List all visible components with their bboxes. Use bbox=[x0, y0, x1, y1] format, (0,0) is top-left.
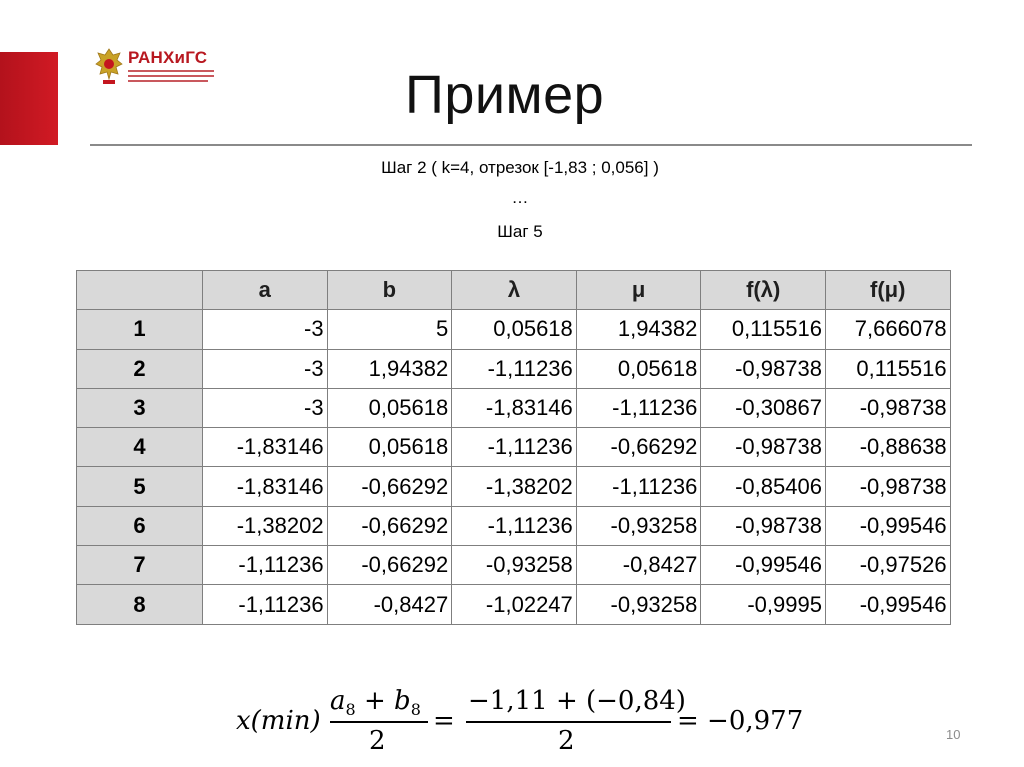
table-cell: -0,98738 bbox=[825, 467, 950, 506]
table-cell: -0,88638 bbox=[825, 428, 950, 467]
table-cell: -1,11236 bbox=[576, 388, 701, 427]
formula-plus: + bbox=[363, 686, 386, 716]
table-cell: -1,11236 bbox=[203, 546, 328, 585]
row-index-cell: 2 bbox=[77, 349, 203, 388]
step-5-caption: Шаг 5 bbox=[497, 222, 543, 241]
column-header: λ bbox=[452, 271, 577, 310]
table-row bbox=[77, 428, 951, 467]
table-cell: -0,93258 bbox=[576, 506, 701, 545]
row-index-cell: 1 bbox=[77, 310, 203, 349]
table-cell: -0,85406 bbox=[701, 467, 826, 506]
table-row bbox=[77, 467, 951, 506]
table-cell: 0,05618 bbox=[327, 388, 452, 427]
table-cell: -0,99546 bbox=[825, 506, 950, 545]
formula-denominator-1: 2 bbox=[369, 726, 386, 756]
logo-wordmark: РАНХиГС bbox=[128, 48, 208, 67]
step-2-caption: Шаг 2 ( k=4, отрезок [-1,83 ; 0,056] ) bbox=[381, 158, 659, 177]
formula-b-subscript: 8 bbox=[410, 700, 421, 719]
table-cell: -0,97526 bbox=[825, 546, 950, 585]
accent-bar bbox=[0, 52, 58, 145]
table-cell: 0,115516 bbox=[701, 310, 826, 349]
table-row bbox=[77, 506, 951, 545]
table-cell: -0,98738 bbox=[701, 506, 826, 545]
table-cell: -0,99546 bbox=[825, 585, 950, 624]
page-number: 10 bbox=[946, 727, 961, 742]
table-cell: -0,93258 bbox=[576, 585, 701, 624]
formula-a: a bbox=[330, 686, 346, 716]
table-cell: -0,66292 bbox=[327, 506, 452, 545]
table-cell: 1,94382 bbox=[576, 310, 701, 349]
column-header: μ bbox=[576, 271, 701, 310]
table-cell: 0,05618 bbox=[327, 428, 452, 467]
table-cell: -0,98738 bbox=[701, 428, 826, 467]
title-divider bbox=[90, 144, 972, 146]
formula-equals-1: = bbox=[433, 706, 455, 736]
table-cell: -1,11236 bbox=[452, 428, 577, 467]
table-cell: -1,83146 bbox=[203, 467, 328, 506]
formula-numerator-1 bbox=[330, 686, 421, 719]
row-index-cell: 4 bbox=[77, 428, 203, 467]
table-cell: 1,94382 bbox=[327, 349, 452, 388]
table-cell: 5 bbox=[327, 310, 452, 349]
table-cell: -1,11236 bbox=[203, 585, 328, 624]
iteration-table bbox=[76, 270, 950, 624]
row-index-cell: 3 bbox=[77, 388, 203, 427]
table-corner-cell bbox=[77, 271, 203, 310]
table-cell: -1,38202 bbox=[452, 467, 577, 506]
table-cell: 0,05618 bbox=[452, 310, 577, 349]
table-cell: -1,83146 bbox=[452, 388, 577, 427]
table-cell: -3 bbox=[203, 310, 328, 349]
table-row bbox=[77, 546, 951, 585]
table-cell: -3 bbox=[203, 349, 328, 388]
table-cell: 0,115516 bbox=[825, 349, 950, 388]
table-row bbox=[77, 310, 951, 349]
row-index-cell: 6 bbox=[77, 506, 203, 545]
formula-numerator-2: −1,11 + (−0,84) bbox=[468, 686, 686, 716]
logo-tagline-line bbox=[128, 75, 214, 77]
table-cell: -0,66292 bbox=[327, 546, 452, 585]
result-formula bbox=[236, 680, 816, 760]
slide-title: Пример bbox=[405, 65, 605, 125]
formula-result: = −0,977 bbox=[677, 706, 804, 736]
formula-denominator-2: 2 bbox=[558, 726, 575, 756]
table-cell: -0,8427 bbox=[576, 546, 701, 585]
column-header: f(μ) bbox=[825, 271, 950, 310]
table-cell: -0,30867 bbox=[701, 388, 826, 427]
table-header-row bbox=[77, 271, 951, 310]
logo-tagline-line bbox=[128, 80, 208, 82]
ranepa-logo bbox=[94, 44, 224, 88]
row-index-cell: 5 bbox=[77, 467, 203, 506]
table-cell: -1,38202 bbox=[203, 506, 328, 545]
row-index-cell: 7 bbox=[77, 546, 203, 585]
table-cell: -0,66292 bbox=[327, 467, 452, 506]
column-header: b bbox=[327, 271, 452, 310]
table-cell: -0,8427 bbox=[327, 585, 452, 624]
table-cell: -0,99546 bbox=[701, 546, 826, 585]
table-cell: -1,11236 bbox=[452, 349, 577, 388]
table-cell: -1,11236 bbox=[576, 467, 701, 506]
table-cell: -1,02247 bbox=[452, 585, 577, 624]
column-header: f(λ) bbox=[701, 271, 826, 310]
table-cell: -0,9995 bbox=[701, 585, 826, 624]
table-cell: -1,11236 bbox=[452, 506, 577, 545]
eagle-emblem-icon bbox=[94, 46, 124, 86]
table-cell: 7,666078 bbox=[825, 310, 950, 349]
table-cell: -1,83146 bbox=[203, 428, 328, 467]
table-cell: -0,66292 bbox=[576, 428, 701, 467]
table-cell: -0,93258 bbox=[452, 546, 577, 585]
formula-a-subscript: 8 bbox=[345, 700, 356, 719]
formula-b: b bbox=[394, 686, 411, 716]
fraction-bar-1 bbox=[330, 721, 428, 723]
table-cell: -0,98738 bbox=[701, 349, 826, 388]
row-index-cell: 8 bbox=[77, 585, 203, 624]
table-cell: 0,05618 bbox=[576, 349, 701, 388]
table-row bbox=[77, 349, 951, 388]
ellipsis-caption: … bbox=[511, 188, 529, 207]
logo-tagline-line bbox=[128, 70, 214, 72]
table-cell: -3 bbox=[203, 388, 328, 427]
table-cell: -0,98738 bbox=[825, 388, 950, 427]
formula-lhs: x(min) bbox=[236, 706, 321, 736]
table-row bbox=[77, 585, 951, 624]
column-header: a bbox=[203, 271, 328, 310]
table-row bbox=[77, 388, 951, 427]
fraction-bar-2 bbox=[466, 721, 671, 723]
